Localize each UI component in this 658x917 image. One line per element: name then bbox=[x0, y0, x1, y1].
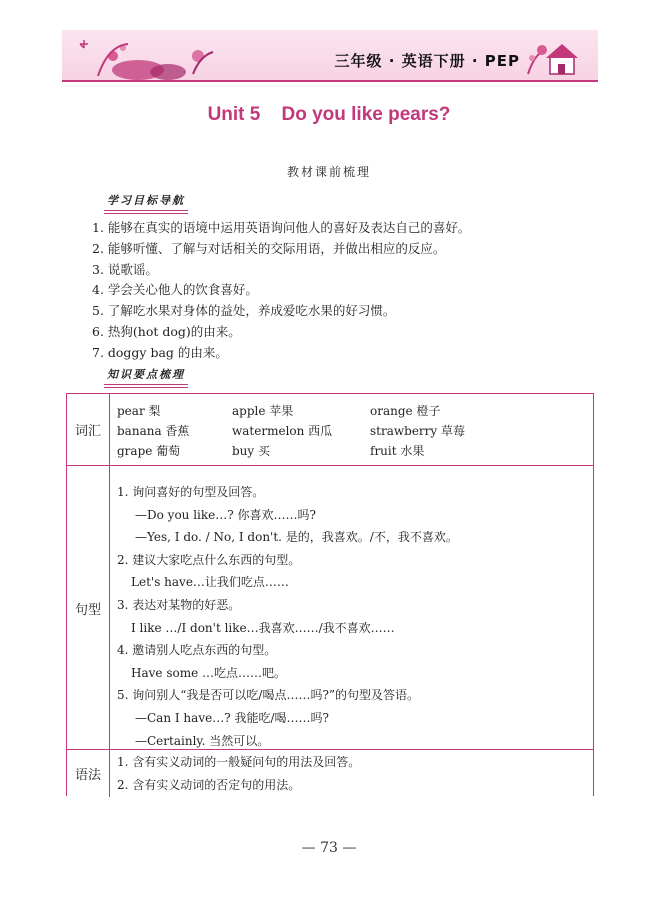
vocab-item: apple 苹果 bbox=[232, 404, 294, 418]
sentence-line: Have some …吃点……吧。 bbox=[131, 665, 286, 680]
grammar-row bbox=[67, 749, 593, 797]
sentence-line: —Certainly. 当然可以。 bbox=[135, 733, 270, 748]
goal-item: 1. 能够在真实的语境中运用英语询问他人的喜好及表达自己的喜好。 bbox=[92, 220, 471, 235]
sentence-line: 3. 表达对某物的好恶。 bbox=[117, 597, 241, 612]
goal-item: 2. 能够听懂、了解与对话相关的交际用语，并做出相应的反应。 bbox=[92, 240, 446, 256]
sentence-line: —Yes, I do. / No, I don't. 是的，我喜欢。/不，我不喜欢。 bbox=[135, 530, 458, 545]
vocab-item: pear 梨 bbox=[117, 404, 161, 418]
header-title: 三年级 · 英语下册 · PEP bbox=[334, 52, 520, 70]
sentence-line: —Can I have…? 我能吃/喝……吗? bbox=[135, 710, 329, 725]
vocab-item: strawberry 草莓 bbox=[370, 424, 465, 438]
sentence-line: 1. 询问喜好的句型及回答。 bbox=[117, 485, 265, 499]
sentences-content bbox=[117, 481, 458, 752]
unit-title: Unit 5 Do you like pears? bbox=[207, 104, 451, 125]
vocab-row bbox=[67, 394, 593, 465]
goal-item: 4. 学会关心他人的饮食喜好。 bbox=[92, 282, 258, 298]
vocab-item: watermelon 西瓜 bbox=[232, 424, 333, 438]
sentences-label: 句型 bbox=[67, 466, 110, 750]
sentence-line: 2. 建议大家吃点什么东西的句型。 bbox=[117, 552, 301, 567]
grammar-label: 语法 bbox=[67, 750, 110, 797]
goal-item: 5. 了解吃水果对身体的益处，养成爱吃水果的好习惯。 bbox=[92, 303, 396, 319]
goals-list bbox=[92, 218, 572, 364]
sentence-line: Let's have…让我们吃点…… bbox=[131, 575, 289, 590]
vocab-item: buy 买 bbox=[232, 444, 271, 458]
goal-item: 6. 热狗(hot dog)的由来。 bbox=[92, 323, 241, 339]
sentence-line: I like …/I don't like…我喜欢……/我不喜欢…… bbox=[131, 620, 395, 635]
page-header bbox=[62, 22, 598, 82]
vocab-item: orange 橙子 bbox=[370, 404, 441, 418]
flower-decoration-icon bbox=[68, 26, 218, 84]
goal-item: 3. 说歌谣。 bbox=[92, 261, 158, 277]
grammar-content bbox=[117, 751, 360, 796]
vocab-item: fruit 水果 bbox=[370, 444, 425, 458]
section-heading: 教材课前梳理 bbox=[286, 165, 371, 179]
grammar-line: 2. 含有实义动词的否定句的用法。 bbox=[117, 777, 301, 792]
knowledge-table bbox=[66, 393, 594, 796]
sentence-line: —Do you like…? 你喜欢……吗? bbox=[135, 507, 316, 522]
vocab-item: banana 香蕉 bbox=[117, 424, 190, 438]
sentences-row bbox=[67, 465, 593, 750]
sentence-line: 4. 邀请别人吃点东西的句型。 bbox=[117, 643, 277, 658]
house-decoration-icon bbox=[520, 26, 594, 84]
vocab-label: 词汇 bbox=[67, 394, 110, 465]
knowledge-label: 知识要点梳理 bbox=[104, 366, 188, 385]
sentence-line: 5. 询问别人“我是否可以吃/喝点……吗?”的句型及答语。 bbox=[117, 688, 420, 703]
vocab-item: grape 葡萄 bbox=[117, 444, 181, 458]
grammar-line: 1. 含有实义动词的一般疑问句的用法及回答。 bbox=[117, 755, 361, 769]
page-number: — 73 — bbox=[301, 840, 357, 856]
goal-item: 7. doggy bag 的由来。 bbox=[92, 344, 228, 360]
goals-label: 学习目标导航 bbox=[104, 192, 188, 211]
